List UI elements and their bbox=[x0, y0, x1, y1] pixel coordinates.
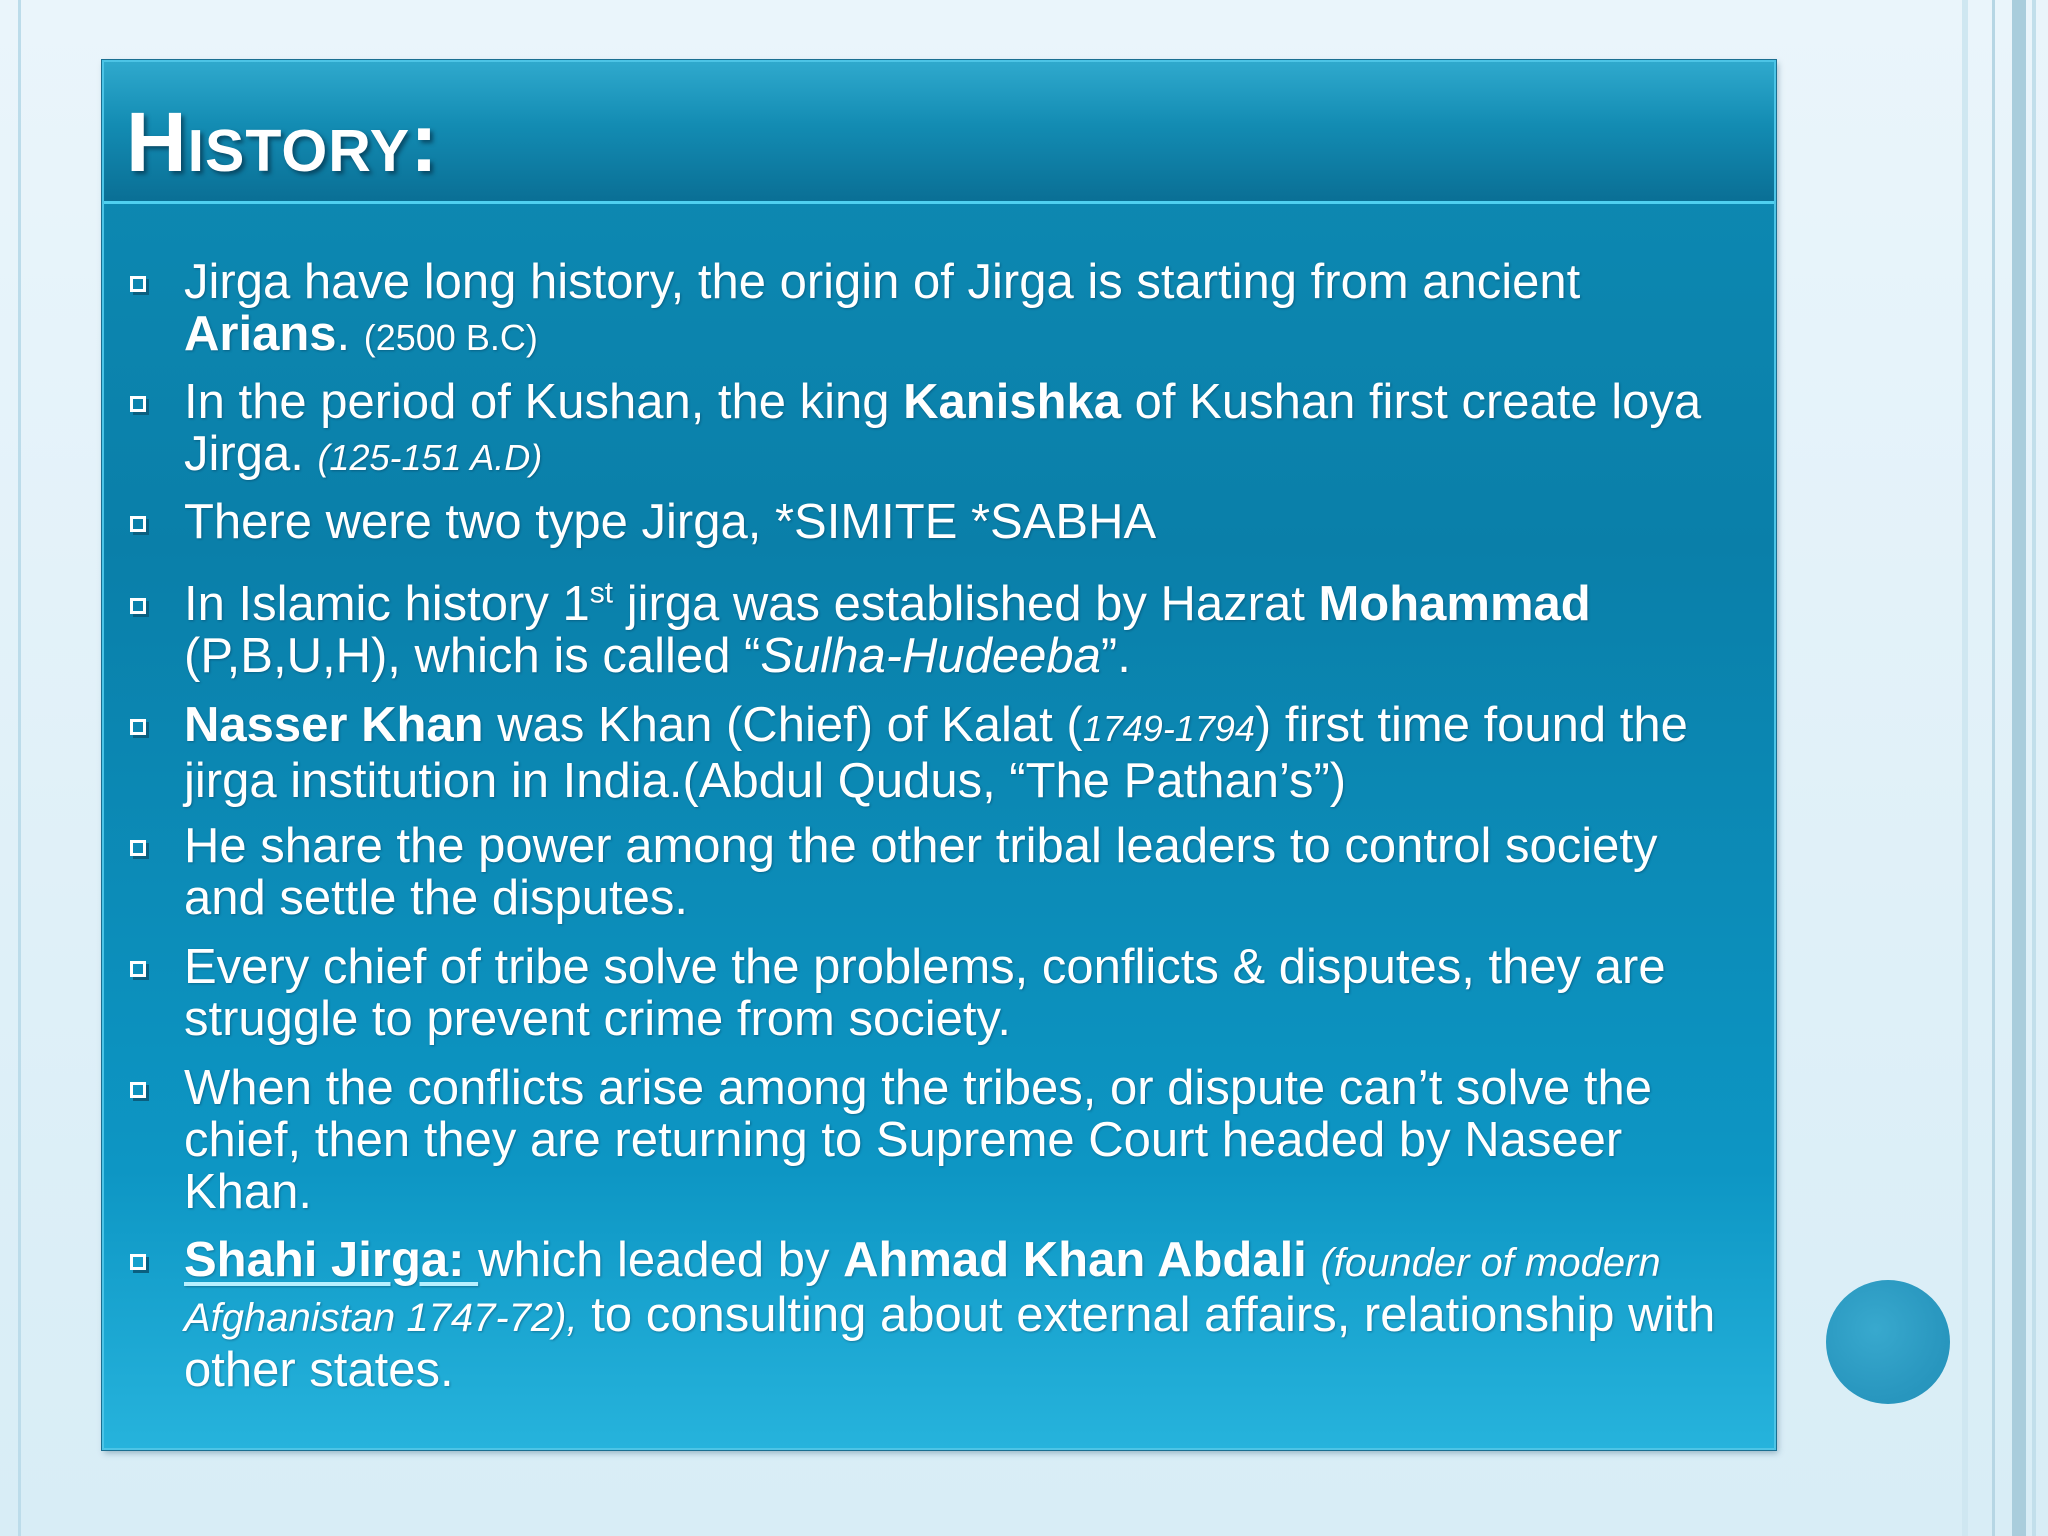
title-band bbox=[104, 62, 1774, 204]
bullet-text-part: In the period of Kushan, the king bbox=[184, 375, 904, 429]
hollow-square-icon bbox=[130, 396, 146, 412]
bullet-text-part: When the conflicts arise among the tribes, or dispute can’t solve the chief, then they are returning to Supreme Court headed by Naseer Khan. bbox=[184, 1061, 1653, 1219]
bullet-item bbox=[184, 941, 1744, 1045]
bullet-text-part: ”. bbox=[1100, 629, 1131, 683]
bullet-text-part: (P,B,U,H), which is called “ bbox=[184, 629, 761, 683]
hollow-square-icon bbox=[130, 598, 146, 614]
bullet-item bbox=[184, 256, 1744, 364]
bullet-text-part: Sulha-Hudeeba bbox=[760, 629, 1101, 683]
right-border-line bbox=[1962, 0, 1968, 1536]
bullet-text-part: Ahmad Khan Abdali bbox=[843, 1233, 1307, 1287]
bullet-text-part: ) first time found the jirga institution in India.(Abdul Qudus, “The Pathan’s”) bbox=[184, 698, 1688, 808]
bullet-text-part: There were two type Jirga, *SIMITE *SABHA bbox=[184, 495, 1157, 549]
right-border-bar bbox=[2012, 0, 2026, 1536]
bullet-item bbox=[184, 376, 1764, 484]
bullet-text-part: Mohammad bbox=[1318, 577, 1591, 631]
hollow-square-icon bbox=[130, 276, 146, 292]
hollow-square-icon bbox=[130, 961, 146, 977]
bullet-text-part: to consulting about external affairs, relationship with other states. bbox=[184, 1288, 1716, 1397]
hollow-square-icon bbox=[130, 840, 146, 856]
right-border-line bbox=[1992, 0, 1995, 1536]
bullet-text-part: which leaded by bbox=[478, 1233, 844, 1287]
bullet-text-part: of Kushan first create loya Jirga. bbox=[184, 375, 1702, 481]
bullet-text-part: (2500 B.C) bbox=[363, 317, 538, 358]
hollow-square-icon bbox=[130, 1082, 146, 1098]
bullet-text-part: Shahi Jirga: bbox=[184, 1233, 479, 1287]
bullet-text-part: He share the power among the other tribal leaders to control society and settle the disputes. bbox=[184, 819, 1658, 925]
bullet-item bbox=[184, 578, 1764, 682]
bullet-text-part: In Islamic history 1 bbox=[184, 577, 590, 631]
bullet-text-part: Jirga have long history, the origin of Jirga is starting from ancient bbox=[184, 255, 1581, 309]
bullet-text-part bbox=[1307, 1233, 1321, 1287]
bullet-text-part: . bbox=[336, 307, 364, 361]
bullet-text-part: was Khan (Chief) of Kalat ( bbox=[483, 698, 1083, 752]
bullet-text-part: Every chief of tribe solve the problems, conflicts & disputes, they are struggle to prevent crime from society. bbox=[184, 940, 1666, 1046]
bullet-item bbox=[184, 496, 1764, 548]
content-panel bbox=[102, 60, 1776, 1450]
bullet-item bbox=[184, 1234, 1724, 1396]
left-border-line bbox=[18, 0, 21, 1536]
decorative-circle bbox=[1826, 1280, 1950, 1404]
bullet-text-part: jirga was established by Hazrat bbox=[613, 577, 1319, 631]
bullet-item bbox=[184, 820, 1664, 924]
hollow-square-icon bbox=[130, 516, 146, 532]
bullet-item bbox=[184, 1062, 1744, 1218]
bullet-text-part: (125-151 A.D) bbox=[317, 437, 543, 478]
right-border-line bbox=[2032, 0, 2036, 1536]
bullet-text-part: 1749-1794 bbox=[1082, 708, 1255, 749]
bullet-item bbox=[184, 699, 1724, 807]
slide-title: History: bbox=[126, 95, 440, 189]
bullet-text-part: (founder of modern Afghanistan 1747-72), bbox=[184, 1241, 1661, 1340]
bullet-text-part: st bbox=[589, 576, 614, 610]
bullet-text-part: Arians bbox=[184, 307, 337, 361]
hollow-square-icon bbox=[130, 719, 146, 735]
bullet-text-part: Nasser Khan bbox=[184, 698, 484, 752]
hollow-square-icon bbox=[130, 1254, 146, 1270]
bullet-text-part: Kanishka bbox=[903, 375, 1122, 429]
